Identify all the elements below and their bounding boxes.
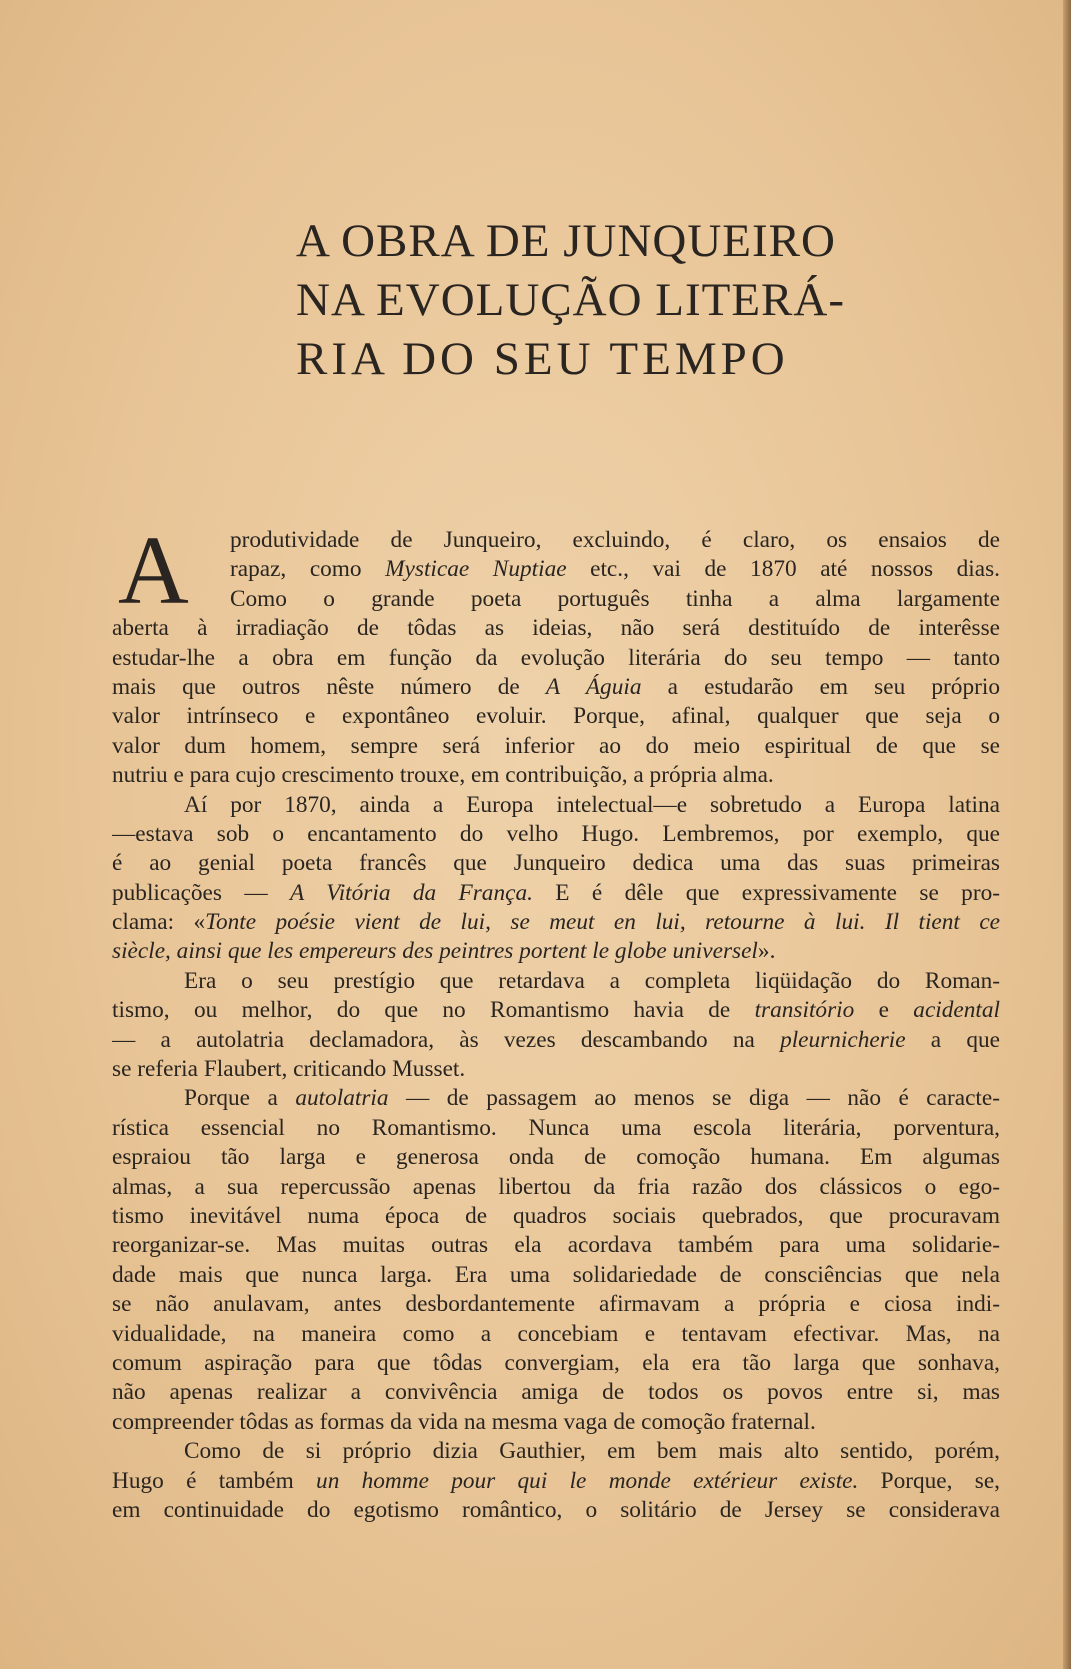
text-line: — a autolatria declamadora, às vezes descambando na pleurnicherie a que	[112, 1026, 1000, 1053]
text-line: em continuidade do egotismo romântico, o solitário de Jersey se considerava	[112, 1496, 1000, 1523]
text-line: compreender tôdas as formas da vida na mesma vaga de comoção fraternal.	[112, 1408, 816, 1435]
text-line: valor dum homem, sempre será inferior ao do meio espiritual de que se	[112, 732, 1000, 759]
chapter-title	[296, 212, 856, 389]
text-line: dade mais que nunca larga. Era uma solidariedade de consciências que nela	[112, 1261, 1000, 1288]
text-line: Era o seu prestígio que retardava a completa liqüidação do Roman-	[184, 967, 1000, 994]
text-line: —estava sob o encantamento do velho Hugo. Lembremos, por exemplo, que	[112, 820, 1000, 847]
text-line: comum aspiração para que tôdas convergiam, ela era tão larga que sonhava,	[112, 1349, 1000, 1376]
text-line: siècle, ainsi que les empereurs des peintres portent le globe universel».	[112, 938, 776, 965]
text-line: produtividade de Junqueiro, excluindo, é claro, os ensaios de	[230, 527, 1000, 553]
text-line: se não anulavam, antes desbordantemente afirmavam a própria e ciosa indi-	[112, 1291, 1000, 1318]
text-line: mais que outros nêste número de A Águia a estudarão em seu próprio	[112, 673, 1000, 700]
page-edge	[1063, 0, 1071, 1669]
text-line: se referia Flaubert, criticando Musset.	[112, 1056, 466, 1083]
text-line: é ao genial poeta francês que Junqueiro dedica uma das suas primeiras	[112, 850, 1000, 877]
text-line: aberta à irradiação de tôdas as ideias, não será destituído de interêsse	[112, 615, 1000, 642]
text-line: Hugo é também un homme pour qui le monde extérieur existe. Porque, se,	[112, 1467, 1000, 1494]
text-line: não apenas realizar a convivência amiga de todos os povos entre si, mas	[112, 1379, 1000, 1406]
text-line: tismo, ou melhor, do que no Romantismo havia de transitório e acidental	[112, 997, 1000, 1024]
text-line: tismo inevitável numa época de quadros sociais quebrados, que procuravam	[112, 1202, 1000, 1229]
text-line: vidualidade, na maneira como a concebiam e tentavam efectivar. Mas, na	[112, 1320, 1000, 1347]
text-line: estudar-lhe a obra em função da evolução literária do seu tempo — tanto	[112, 644, 1000, 671]
text-line: valor intrínseco e expontâneo evoluir. Porque, afinal, qualquer que seja o	[112, 703, 1000, 730]
text-line: clama: «Tonte poésie vient de lui, se meut en lui, retourne à lui. Il tient ce	[112, 909, 1000, 936]
title-line-1: A OBRA DE JUNQUEIRO	[296, 215, 836, 267]
title-line-3: RIA DO SEU TEMPO	[296, 333, 789, 385]
text-line: Como o grande poeta português tinha a alma largamente	[230, 585, 1000, 612]
body-text	[112, 526, 1000, 1525]
text-line: Porque a autolatria — de passagem ao menos se diga — não é caracte-	[184, 1085, 1000, 1112]
text-line: reorganizar-se. Mas muitas outras ela acordava também para uma solidarie-	[112, 1232, 1000, 1259]
text-line: rística essencial no Romantismo. Nunca uma escola literária, porventura,	[112, 1114, 1000, 1141]
text-line: publicações — A Vitória da França. E é dêle que expressivamente se pro-	[112, 879, 1000, 906]
text-line: almas, a sua repercussão apenas libertou da fria razão dos clássicos o ego-	[112, 1173, 1000, 1200]
text-line: Aí por 1870, ainda a Europa intelectual—e sobretudo a Europa latina	[184, 791, 1000, 818]
text-line: espraiou tão larga e generosa onda de comoção humana. Em algumas	[112, 1144, 1000, 1171]
text-line: rapaz, como Mysticae Nuptiae etc., vai de 1870 até nossos dias.	[230, 556, 1000, 583]
title-line-2: NA EVOLUÇÃO LITERÁ-	[296, 274, 845, 326]
text-line: nutriu e para cujo crescimento trouxe, em contribuição, a própria alma.	[112, 762, 774, 789]
text-line: Como de si próprio dizia Gauthier, em bem mais alto sentido, porém,	[184, 1438, 1000, 1465]
drop-cap: A	[118, 517, 189, 625]
